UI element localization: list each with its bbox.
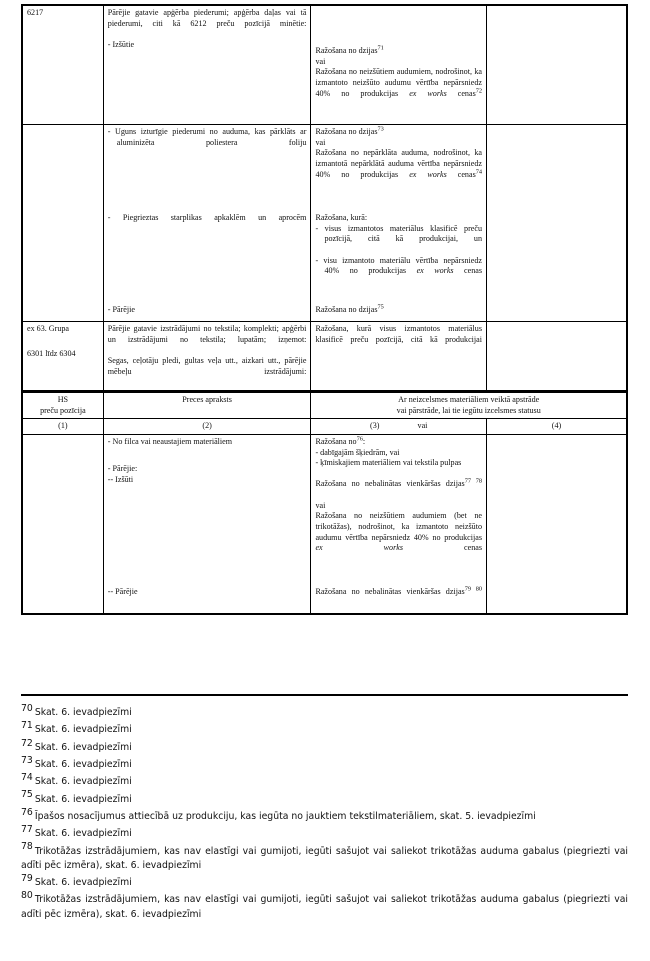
column-number-3: [311, 419, 487, 435]
description-paragraph: Pārējie gatavie apģērba piederumi; apģērba daļas vai tā piederumi, citi kā 6212 preču pozīcijā minētie:: [107, 8, 307, 28]
cell-hs-code: [22, 211, 103, 303]
origin-rules-table-bottom: [21, 391, 628, 615]
hs-code-value: 6301 līdz 6304: [27, 348, 76, 358]
description-bullet: - Pārējie:: [107, 463, 138, 473]
working-tail: cenas: [403, 543, 483, 553]
cell-working: [311, 435, 487, 586]
description-bullet: -- Izšūti: [107, 474, 134, 484]
footnote-number: 71: [21, 720, 33, 732]
footnote-number: 75: [21, 789, 33, 801]
footnote-ref: 76: [356, 435, 363, 443]
working-bullet: [315, 256, 482, 288]
cell-hs-code: [22, 585, 103, 614]
footnote-ref: 74: [475, 168, 483, 175]
working-tail: cenas: [446, 169, 476, 179]
footnote-list: [21, 702, 628, 925]
working-paragraph: [315, 148, 482, 191]
working-text: Ražošana no neizšūtiem audumiem (bet ne trikotāžas), nodrošinot, ka izmantoto neizšūto audumu vērtība nepārsniedz 40% no produkcijas: [315, 511, 483, 542]
cell-alternative: [487, 585, 627, 614]
cell-description: [103, 211, 311, 303]
working-paragraph: [315, 511, 482, 564]
table-row: [22, 585, 627, 614]
header-hs-line1: HS: [57, 395, 69, 404]
header-description-label: Preces apraksts: [182, 395, 232, 404]
working-line: [315, 46, 482, 57]
footnote-number: 76: [21, 806, 33, 818]
working-text: Ražošana no dzijas: [315, 305, 378, 314]
header-hs-line2: preču pozīcija: [40, 405, 86, 415]
column-number-3-label: (3): [370, 421, 380, 431]
header-working-line1: Ar neizcelsmes materiāliem veiktā apstrāde: [398, 395, 540, 404]
table-row: [22, 322, 627, 392]
footnote-text: Īpašos nosacījumus attiecībā uz produkciju, kas iegūta no jauktiem tekstilmateriāliem, skat. 5. ievadpiezīmi: [34, 810, 536, 822]
working-intro: Ražošana, kurā:: [315, 213, 368, 222]
footnote-item: [21, 754, 628, 772]
footnote-number: 79: [21, 873, 33, 885]
cell-hs-code: [22, 322, 103, 392]
footnote-text: Skat. 6. ievadpiezīmi: [34, 828, 132, 840]
footnote-text: Skat. 6. ievadpiezīmi: [34, 758, 132, 770]
footnote-item: [21, 890, 628, 922]
column-number-4: (4): [487, 419, 627, 435]
footnote-number: 78: [21, 841, 33, 853]
footnote-ref: 75: [377, 303, 384, 311]
footnote-item: [21, 772, 628, 789]
footnote-text: Skat. 6. ievadpiezīmi: [34, 741, 132, 753]
working-text: Ražošana no: [315, 437, 357, 447]
header-description-column: [103, 392, 311, 419]
working-bullet: - dabīgajām šķiedrām, vai: [315, 447, 400, 457]
working-bullet: - ķīmiskajiem materiāliem vai tekstila pulpas: [315, 458, 462, 468]
table-row: [22, 211, 627, 303]
footnote-text: Skat. 6. ievadpiezīmi: [34, 724, 132, 736]
cell-hs-code: [22, 5, 103, 125]
footnote-item: [21, 720, 628, 737]
description-paragraph: Pārējie gatavie izstrādājumi no tekstila; komplekti; apģērbi un izstrādājumi no tekstila; lupatām; izņemot:: [107, 324, 307, 344]
origin-rules-table-top: [21, 4, 628, 392]
description-bullet: -- Pārējie: [107, 587, 138, 597]
cell-alternative: [487, 125, 627, 212]
table-row: [22, 303, 627, 322]
cell-working: [311, 5, 487, 125]
working-paragraph: [315, 67, 482, 110]
table-row: [22, 435, 627, 586]
footnote-number: 77: [21, 824, 33, 836]
footnote-item: [21, 873, 628, 890]
working-line: [315, 437, 482, 448]
working-paragraph: Ražošana, kurā visus izmantotos materiālus klasificē preču pozīcijā, citā kā produkcijai: [315, 324, 483, 344]
description-paragraph: Segas, ceļotāju pledi, gultas veļa utt., aizkari utt., pārējie mēbeļu izstrādājumi:: [107, 356, 307, 376]
cell-working: [311, 125, 487, 212]
description-bullet: - Izšūtie: [107, 40, 135, 50]
cell-description: [103, 435, 311, 586]
table-header-row: [22, 392, 627, 419]
footnote-ref: 79 80: [464, 585, 483, 593]
footnote-number: 80: [21, 890, 33, 902]
description-bullet: - Pārējie: [107, 305, 135, 314]
ex-works-italic: ex works: [416, 266, 454, 276]
cell-description: [103, 5, 311, 125]
cell-alternative: [487, 322, 627, 392]
working-text: Ražošana no dzijas: [315, 46, 378, 55]
working-tail: :: [362, 437, 366, 447]
cell-working: [311, 322, 487, 392]
hs-code-value: ex 63. Grupa: [27, 324, 70, 333]
working-line: [315, 305, 482, 316]
table-row: [22, 125, 627, 212]
cell-alternative: [487, 435, 627, 586]
ex-works-italic: ex works: [315, 543, 403, 553]
table-row: [22, 5, 627, 125]
cell-working: [311, 585, 487, 614]
footnote-text: Skat. 6. ievadpiezīmi: [34, 877, 132, 889]
cell-alternative: [487, 303, 627, 322]
footnote-ref: 77 78: [464, 477, 483, 485]
footnote-text: Skat. 6. ievadpiezīmi: [34, 707, 132, 718]
footnote-item: [21, 841, 628, 874]
footnote-text: Skat. 6. ievadpiezīmi: [34, 793, 132, 805]
ex-works-italic: ex works: [409, 88, 447, 98]
hs-code-value: 6217: [27, 8, 44, 17]
footnote-number: 70: [21, 702, 33, 714]
cell-working: [311, 303, 487, 322]
working-text: Ražošana no neizšūtiem audumiem, nodrošinot, ka izmantoto neizšūto audumu vērtība nepārsniedz 40% no produkcijas: [315, 67, 483, 98]
footnote-item: [21, 737, 628, 755]
cell-hs-code: [22, 125, 103, 212]
footnote-separator: [21, 694, 628, 696]
footnote-item: [21, 806, 628, 824]
cell-description: [103, 585, 311, 614]
working-or: vai: [315, 500, 326, 510]
description-bullet: - No filca vai neaustajiem materiāliem: [107, 437, 233, 447]
working-line: [315, 127, 482, 138]
working-bullet: - visus izmantotos materiālus klasificē preču pozīcijā, citā kā produkcijai, un: [315, 223, 483, 244]
working-text: Ražošana no nebalinātas vienkāršas dzijas: [315, 479, 465, 489]
cell-working: [311, 211, 487, 303]
working-paragraph: [315, 587, 482, 608]
cell-description: [103, 322, 311, 392]
column-number-2: (2): [103, 419, 311, 435]
header-working-column: [311, 392, 627, 419]
working-paragraph: [315, 479, 482, 500]
footnote-ref: 71: [377, 44, 384, 52]
cell-description: [103, 125, 311, 212]
working-or: vai: [315, 56, 326, 66]
cell-hs-code: [22, 435, 103, 586]
working-text: - visu izmantoto materiālu vērtība nepārsniedz 40% no produkcijas: [315, 255, 483, 276]
column-number-or: vai: [417, 421, 428, 431]
footnote-number: 72: [21, 737, 33, 749]
footnote-item: [21, 789, 628, 807]
hs-code-spacer: [27, 335, 99, 349]
footnote-text: Trikotāžas izstrādājumiem, kas nav elastīgi vai gumijoti, iegūti sašujot vai saliekot trikotāžas auduma gabalus (piegriezti vai adīti pēc izmēra), skat. 6. ievadpiezīmi: [21, 845, 628, 871]
footnote-number: 73: [21, 754, 33, 766]
footnote-item: [21, 824, 628, 841]
footnote-text: Trikotāžas izstrādājumiem, kas nav elastīgi vai gumijoti, iegūti sašujot vai saliekot trikotāžas auduma gabalus (piegriezti vai adīti pēc izmēra), skat. 6. ievadpiezīmi: [21, 894, 628, 920]
column-number-1: (1): [22, 419, 103, 435]
cell-hs-code: [22, 303, 103, 322]
working-tail: cenas: [446, 88, 476, 98]
description-bullet: - Piegrieztas starplikas apkaklēm un aprocēm: [107, 213, 307, 222]
ex-works-italic: ex works: [409, 169, 447, 179]
working-text: Ražošana no dzijas: [315, 127, 378, 136]
working-or: vai: [315, 137, 326, 147]
description-bullet: - Uguns izturīgie piederumi no auduma, kas pārklāts ar aluminizēta poliestera foliju: [107, 127, 307, 147]
header-hs-column: [22, 392, 103, 419]
footnote-ref: 72: [475, 87, 483, 94]
working-text: Ražošana no nepārklāta auduma, nodrošinot, ka izmantotā nepārklātā auduma vērtība nepārsniedz 40% no produkcijas: [315, 148, 483, 179]
table-numbering-row: [22, 419, 627, 435]
cell-description: [103, 303, 311, 322]
cell-alternative: [487, 5, 627, 125]
cell-alternative: [487, 211, 627, 303]
footnote-item: [21, 702, 628, 720]
footnote-number: 74: [21, 772, 33, 784]
header-working-line2: vai pārstrāde, lai tie iegūtu izcelsmes statusu: [396, 405, 541, 415]
footnote-ref: 73: [377, 125, 384, 133]
footnote-text: Skat. 6. ievadpiezīmi: [34, 776, 132, 788]
working-tail: cenas: [453, 266, 483, 276]
working-text: Ražošana no nebalinātas vienkāršas dzijas: [315, 587, 465, 597]
